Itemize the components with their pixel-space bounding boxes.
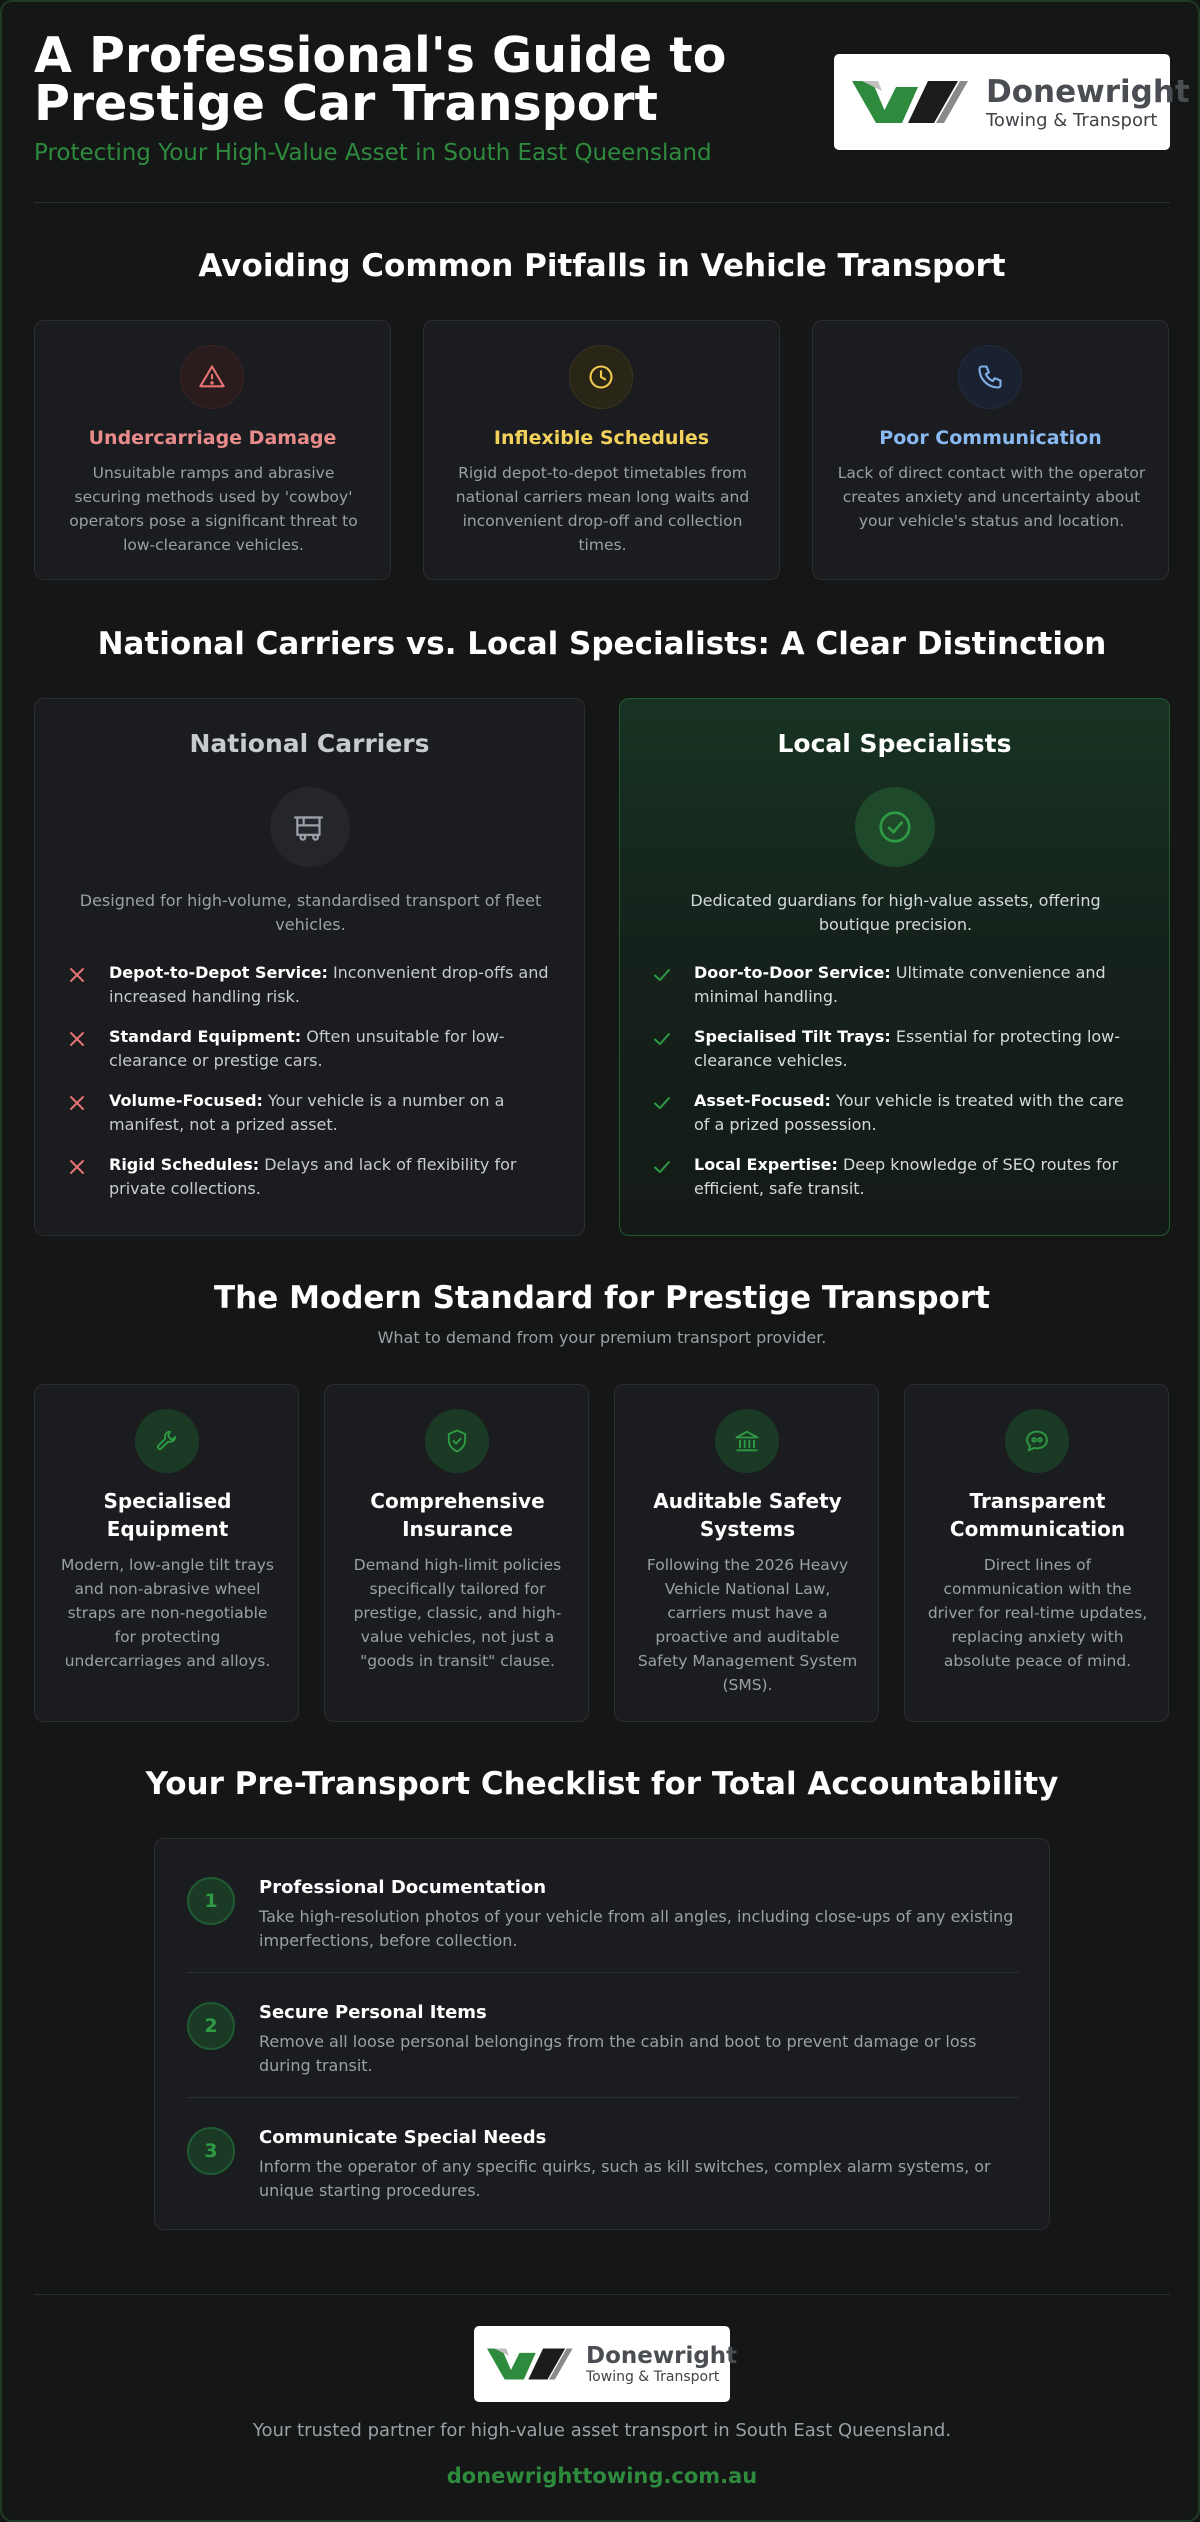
page-title: A Professional's Guide to Prestige Car Transport	[34, 27, 727, 132]
logo-tagline: Towing & Transport	[586, 2369, 720, 2385]
national-carriers-card	[34, 698, 585, 1236]
checklist-item-text: Take high-resolution photos of your vehicle from all angles, including close-ups of any existing imperfections, before collection.	[259, 1907, 1014, 1950]
step-number-badge: 3	[187, 2127, 235, 2175]
pitfall-text: Rigid depot-to-depot timetables from national carriers mean long waits and inconvenient drop-off and collection times.	[455, 464, 750, 554]
page-subtitle: Protecting Your High-Value Asset in South East Queensland	[34, 140, 712, 166]
donewright-logo	[474, 2326, 738, 2402]
standard-title: Specialised Equipment	[103, 1489, 232, 1541]
list-item	[67, 1089, 557, 1153]
divider	[34, 2294, 1170, 2295]
list-item	[652, 1025, 1142, 1089]
cross-icon	[67, 1157, 87, 1177]
list-item	[67, 1025, 557, 1089]
list-item-text: Your vehicle is treated with the care of a prized possession.	[694, 1091, 1124, 1134]
standard-card	[34, 1384, 299, 1722]
list-item-text: Ultimate convenience and minimal handling.	[694, 963, 1106, 1006]
website-link[interactable]: donewrighttowing.com.au	[446, 2464, 758, 2488]
checklist-item-text: Inform the operator of any specific quirks, such as kill switches, complex alarm systems, or unique starting procedures.	[259, 2157, 991, 2200]
list-item-label: Door-to-Door Service:	[694, 963, 891, 982]
checklist-title: Your Pre-Transport Checklist for Total Accountability	[145, 1766, 1059, 1802]
checklist-item-title: Communicate Special Needs	[259, 2127, 547, 2148]
pitfall-text: Unsuitable ramps and abrasive securing methods used by 'cowboy' operators pose a significant threat to low-clearance vehicles.	[69, 464, 358, 554]
national-carriers-title: National Carriers	[189, 729, 430, 758]
divider	[34, 202, 1170, 203]
header	[34, 27, 1190, 202]
list-item-label: Volume-Focused:	[109, 1091, 263, 1110]
pitfall-card	[812, 320, 1169, 580]
standard-card	[614, 1384, 879, 1722]
list-item-text: Deep knowledge of SEQ routes for efficient, safe transit.	[694, 1155, 1119, 1198]
national-carriers-desc: Designed for high-volume, standardised transport of fleet vehicles.	[79, 891, 542, 934]
standard-title: Comprehensive Insurance	[370, 1489, 545, 1541]
standards-title: The Modern Standard for Prestige Transport	[214, 1280, 990, 1316]
checklist-item	[187, 1972, 1019, 2097]
list-item	[652, 1153, 1142, 1217]
wrench-icon	[135, 1409, 199, 1473]
standard-text: Demand high-limit policies specifically tailored for prestige, classic, and high-value vehicles, not just a "goods in transit" clause.	[353, 1556, 562, 1670]
list-item	[67, 1153, 557, 1217]
checklist-card	[154, 1838, 1050, 2230]
comparison-title: National Carriers vs. Local Specialists: A Clear Distinction	[97, 626, 1107, 662]
logo-tagline: Towing & Transport	[986, 109, 1158, 131]
standard-text: Following the 2026 Heavy Vehicle National Law, carriers must have a proactive and auditable Safety Management System (SMS).	[637, 1556, 858, 1694]
checklist-item-title: Professional Documentation	[259, 1877, 547, 1898]
list-item	[652, 961, 1142, 1025]
donewright-logo	[834, 54, 1190, 150]
list-item-label: Local Expertise:	[694, 1155, 838, 1174]
list-item-label: Rigid Schedules:	[109, 1155, 260, 1174]
logo-name: Donewright	[986, 73, 1190, 110]
checklist-item	[187, 1847, 1019, 1972]
list-item-text: Your vehicle is a number on a manifest, not a prized asset.	[109, 1091, 505, 1134]
list-item-label: Specialised Tilt Trays:	[694, 1027, 891, 1046]
logo-name: Donewright	[586, 2343, 738, 2369]
cross-icon	[67, 1029, 87, 1049]
list-item-text: Inconvenient drop-offs and increased handling risk.	[109, 963, 549, 1006]
standard-card	[904, 1384, 1169, 1722]
list-item-text: Essential for protecting low-clearance vehicles.	[694, 1027, 1121, 1070]
check-icon	[652, 1157, 672, 1177]
list-item-label: Standard Equipment:	[109, 1027, 302, 1046]
shield-check-icon	[425, 1409, 489, 1473]
local-specialists-list	[652, 961, 1142, 1217]
pitfall-text: Lack of direct contact with the operator creates anxiety and uncertainty about your vehicle's status and location.	[837, 464, 1146, 530]
local-specialists-desc: Dedicated guardians for high-value assets, offering boutique precision.	[690, 891, 1101, 934]
standard-title: Auditable Safety Systems	[653, 1489, 842, 1541]
footer-text: Your trusted partner for high-value asset transport in South East Queensland.	[252, 2420, 952, 2441]
cross-icon	[67, 965, 87, 985]
local-specialists-title: Local Specialists	[777, 729, 1012, 758]
list-item-label: Asset-Focused:	[694, 1091, 831, 1110]
list-item-text: Often unsuitable for low-clearance or prestige cars.	[109, 1027, 505, 1070]
step-number-badge: 1	[187, 1877, 235, 1925]
cross-icon	[67, 1093, 87, 1113]
check-circle-icon	[855, 787, 935, 867]
pitfall-title: Inflexible Schedules	[493, 427, 710, 449]
logo-mark-icon	[848, 67, 978, 137]
checklist-item-text: Remove all loose personal belongings from the cabin and boot to prevent damage or loss during transit.	[259, 2032, 977, 2075]
logo-mark-icon	[484, 2338, 580, 2390]
warning-triangle-icon	[180, 345, 244, 409]
checklist-item	[187, 2097, 1019, 2222]
check-icon	[652, 1093, 672, 1113]
standard-card	[324, 1384, 589, 1722]
standards-subtitle: What to demand from your premium transport provider.	[377, 1328, 827, 1347]
pitfall-title: Undercarriage Damage	[88, 427, 337, 449]
pitfall-card	[423, 320, 780, 580]
pitfalls-title: Avoiding Common Pitfalls in Vehicle Transport	[198, 248, 1006, 284]
chat-bubble-icon	[1005, 1409, 1069, 1473]
phone-icon	[958, 345, 1022, 409]
check-icon	[652, 1029, 672, 1049]
checklist-item-title: Secure Personal Items	[259, 2002, 487, 2023]
standard-text: Modern, low-angle tilt trays and non-abrasive wheel straps are non-negotiable for protecting undercarriages and alloys.	[61, 1556, 274, 1670]
local-specialists-card	[619, 698, 1170, 1236]
clock-icon	[569, 345, 633, 409]
step-number-badge: 2	[187, 2002, 235, 2050]
pitfall-title: Poor Communication	[879, 427, 1102, 449]
standard-title: Transparent Communication	[949, 1489, 1126, 1541]
bus-icon	[270, 787, 350, 867]
list-item	[67, 961, 557, 1025]
pitfall-card	[34, 320, 391, 580]
bank-icon	[715, 1409, 779, 1473]
list-item	[652, 1089, 1142, 1153]
standard-text: Direct lines of communication with the driver for real-time updates, replacing anxiety with absolute peace of mind.	[927, 1556, 1148, 1670]
national-carriers-list	[67, 961, 557, 1217]
list-item-label: Depot-to-Depot Service:	[109, 963, 328, 982]
check-icon	[652, 965, 672, 985]
list-item-text: Delays and lack of flexibility for private collections.	[109, 1155, 517, 1198]
